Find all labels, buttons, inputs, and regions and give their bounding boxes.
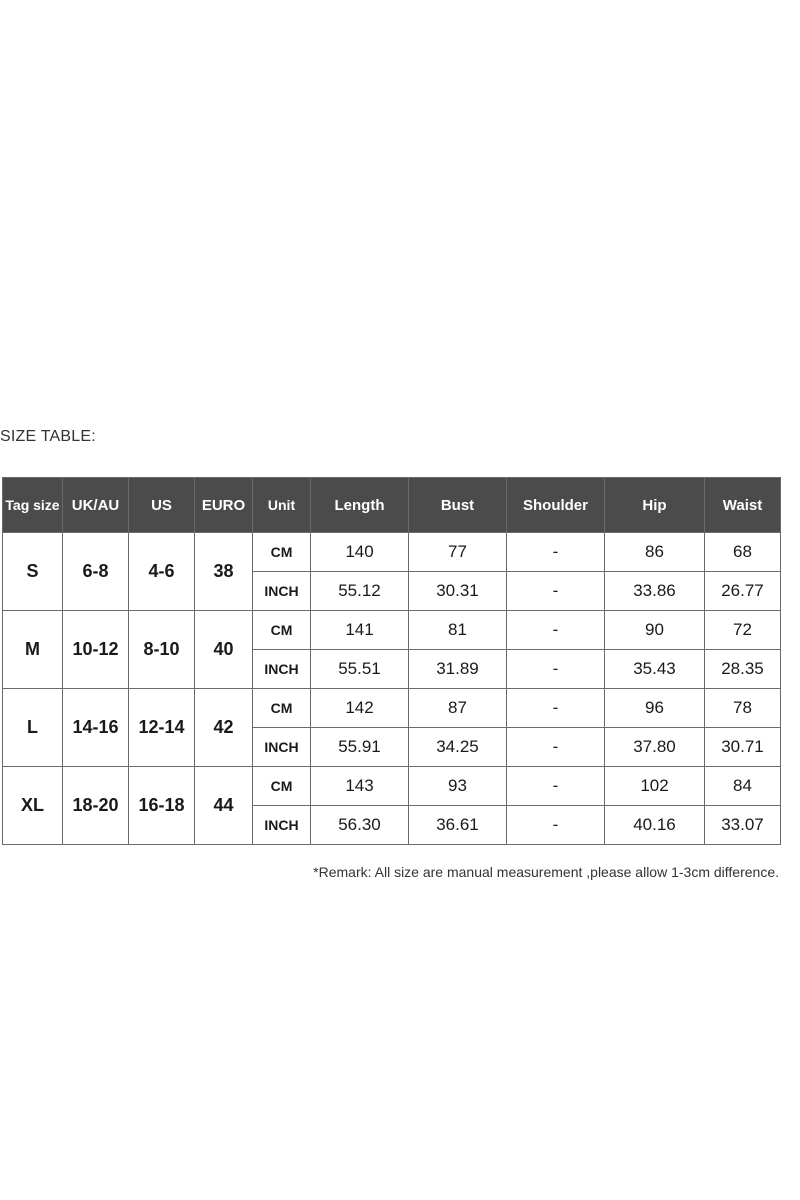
unit-cell: CM [253, 611, 311, 650]
bust-cell: 93 [409, 767, 507, 806]
table-row [3, 533, 781, 572]
waist-cell: 72 [705, 611, 781, 650]
length-cell: 143 [311, 767, 409, 806]
uk-au-cell: 18-20 [63, 767, 129, 845]
us-cell: 12-14 [129, 689, 195, 767]
uk-au-cell: 6-8 [63, 533, 129, 611]
size-chart-table [2, 477, 781, 845]
unit-cell: INCH [253, 572, 311, 611]
hip-cell: 37.80 [605, 728, 705, 767]
unit-cell: CM [253, 689, 311, 728]
unit-cell: CM [253, 533, 311, 572]
hip-cell: 90 [605, 611, 705, 650]
hip-cell: 33.86 [605, 572, 705, 611]
length-cell: 141 [311, 611, 409, 650]
shoulder-cell: - [507, 689, 605, 728]
bust-cell: 77 [409, 533, 507, 572]
waist-cell: 68 [705, 533, 781, 572]
bust-cell: 34.25 [409, 728, 507, 767]
us-cell: 16-18 [129, 767, 195, 845]
shoulder-cell: - [507, 767, 605, 806]
hip-cell: 102 [605, 767, 705, 806]
length-cell: 55.51 [311, 650, 409, 689]
bust-cell: 36.61 [409, 806, 507, 845]
size-table-title: SIZE TABLE: [0, 428, 96, 445]
waist-cell: 30.71 [705, 728, 781, 767]
euro-cell: 44 [195, 767, 253, 845]
bust-cell: 87 [409, 689, 507, 728]
hip-cell: 40.16 [605, 806, 705, 845]
shoulder-cell: - [507, 611, 605, 650]
hip-cell: 96 [605, 689, 705, 728]
header-length: Length [311, 478, 409, 533]
tag-size-cell: M [3, 611, 63, 689]
header-uk-au: UK/AU [63, 478, 129, 533]
header-unit: Unit [253, 478, 311, 533]
header-row [3, 478, 781, 533]
length-cell: 55.91 [311, 728, 409, 767]
shoulder-cell: - [507, 533, 605, 572]
waist-cell: 33.07 [705, 806, 781, 845]
euro-cell: 40 [195, 611, 253, 689]
tag-size-cell: L [3, 689, 63, 767]
table-row [3, 767, 781, 806]
waist-cell: 78 [705, 689, 781, 728]
uk-au-cell: 14-16 [63, 689, 129, 767]
header-shoulder: Shoulder [507, 478, 605, 533]
header-tag-size: Tag size [3, 478, 63, 533]
header-us: US [129, 478, 195, 533]
unit-cell: INCH [253, 728, 311, 767]
euro-cell: 38 [195, 533, 253, 611]
shoulder-cell: - [507, 806, 605, 845]
bust-cell: 81 [409, 611, 507, 650]
uk-au-cell: 10-12 [63, 611, 129, 689]
length-cell: 142 [311, 689, 409, 728]
unit-cell: INCH [253, 806, 311, 845]
euro-cell: 42 [195, 689, 253, 767]
us-cell: 4-6 [129, 533, 195, 611]
header-euro: EURO [195, 478, 253, 533]
length-cell: 56.30 [311, 806, 409, 845]
tag-size-cell: S [3, 533, 63, 611]
waist-cell: 28.35 [705, 650, 781, 689]
header-waist: Waist [705, 478, 781, 533]
bust-cell: 30.31 [409, 572, 507, 611]
hip-cell: 35.43 [605, 650, 705, 689]
waist-cell: 26.77 [705, 572, 781, 611]
tag-size-cell: XL [3, 767, 63, 845]
header-bust: Bust [409, 478, 507, 533]
table-row [3, 689, 781, 728]
shoulder-cell: - [507, 650, 605, 689]
shoulder-cell: - [507, 728, 605, 767]
length-cell: 55.12 [311, 572, 409, 611]
hip-cell: 86 [605, 533, 705, 572]
shoulder-cell: - [507, 572, 605, 611]
length-cell: 140 [311, 533, 409, 572]
waist-cell: 84 [705, 767, 781, 806]
remark-note: *Remark: All size are manual measurement ,please allow 1-3cm difference. [313, 864, 779, 880]
unit-cell: CM [253, 767, 311, 806]
unit-cell: INCH [253, 650, 311, 689]
bust-cell: 31.89 [409, 650, 507, 689]
table-row [3, 611, 781, 650]
header-hip: Hip [605, 478, 705, 533]
us-cell: 8-10 [129, 611, 195, 689]
